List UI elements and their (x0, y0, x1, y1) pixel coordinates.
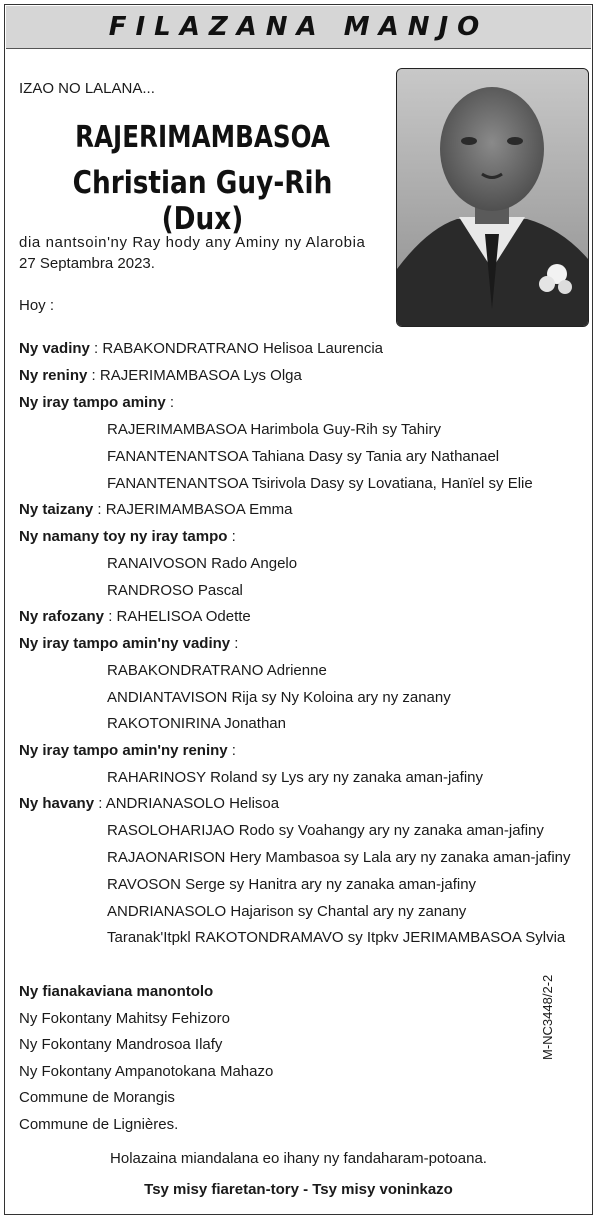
death-announcement (19, 232, 366, 274)
tampo-reny-colon: : (227, 742, 236, 759)
fianakaviana-heading (19, 983, 213, 1000)
list-item: RAVOSON Serge sy Hanitra ary ny zanaka aman-jafiny (107, 876, 477, 893)
portrait-illustration (397, 69, 588, 326)
vady-value: : RABAKONDRATRANO Helisoa Laurencia (89, 340, 384, 357)
rafozany-row (19, 608, 251, 625)
list-item: Ny Fokontany Mahitsy Fehizoro (19, 1010, 230, 1027)
tampo-vady-heading (19, 635, 238, 652)
header-title: FILAZANA MANJO (108, 12, 489, 42)
tampo-reny-heading (19, 742, 236, 759)
tampo-colon: : (165, 394, 175, 411)
vady-label: Ny vadiny (19, 340, 90, 357)
taizany-value: : RAJERIMAMBASOA Emma (93, 501, 293, 518)
deceased-given-names: Christian Guy-Rih (Dux) (72, 165, 333, 237)
list-item: Taranak'Itpkl RAKOTONDRAMAVO sy Itpkv JERIMAMBASOA Sylvia (107, 929, 566, 946)
list-item: RAKOTONIRINA Jonathan (107, 715, 286, 732)
reny-value: : RAJERIMAMBASOA Lys Olga (87, 367, 302, 384)
death-line-2: 27 Septambra 2023. (19, 255, 155, 272)
havany-label: Ny havany (19, 795, 95, 812)
taizany-label: Ny taizany (19, 501, 94, 518)
list-item: RABAKONDRATRANO Adrienne (107, 662, 327, 679)
deceased-surname: RAJERIMAMBASOA (75, 120, 330, 155)
tampo-heading (19, 394, 174, 411)
havany-value: : ANDRIANASOLO Helisoa (94, 795, 280, 812)
namany-colon: : (227, 528, 236, 545)
tampo-vady-label: Ny iray tampo amin'ny vadiny (19, 635, 231, 652)
list-item: Ny Fokontany Ampanotokana Mahazo (19, 1063, 274, 1080)
namany-label: Ny namany toy ny iray tampo (19, 528, 228, 545)
list-item: RANDROSO Pascal (107, 582, 243, 599)
list-item: Ny Fokontany Mandrosoa Ilafy (19, 1036, 223, 1053)
list-item: ANDIANTAVISON Rija sy Ny Koloina ary ny zanany (107, 689, 451, 706)
list-item: RANAIVOSON Rado Angelo (107, 555, 298, 572)
portrait-photo (396, 68, 589, 327)
havany-row (19, 795, 279, 812)
rafozany-label: Ny rafozany (19, 608, 105, 625)
fianakaviana-label: Ny fianakaviana manontolo (19, 983, 214, 1000)
intro-text: IZAO NO LALANA... (19, 80, 155, 97)
reny-row (19, 367, 302, 384)
list-item: ANDRIANASOLO Hajarison sy Chantal ary ny zanany (107, 903, 467, 920)
reny-label: Ny reniny (19, 367, 88, 384)
tampo-reny-label: Ny iray tampo amin'ny reniny (19, 742, 228, 759)
vady-row (19, 340, 383, 357)
list-item: RAHARINOSY Roland sy Lys ary ny zanaka aman-jafiny (107, 769, 483, 786)
rafozany-value: : RAHELISOA Odette (104, 608, 251, 625)
death-line-1: dia nantsoin'ny Ray hody any Aminy ny Alarobia (19, 234, 366, 251)
list-item: RAJAONARISON Hery Mambasoa sy Lala ary ny zanaka aman-jafiny (107, 849, 571, 866)
header-banner (6, 6, 591, 49)
tampo-label: Ny iray tampo aminy (19, 394, 166, 411)
taizany-row (19, 501, 292, 518)
list-item: FANANTENANTSOA Tsirivola Dasy sy Lovatiana, Hanïel sy Elie (107, 475, 533, 492)
reference-code: M-NC3448/2-2 (540, 974, 555, 1060)
list-item: RAJERIMAMBASOA Harimbola Guy-Rih sy Tahiry (107, 421, 441, 438)
list-item: FANANTENANTSOA Tahiana Dasy sy Tania ary Nathanael (107, 448, 500, 465)
list-item: RASOLOHARIJAO Rodo sy Voahangy ary ny zanaka aman-jafiny (107, 822, 544, 839)
hoy-label: Hoy : (19, 297, 55, 314)
list-item: Commune de Lignières. (19, 1116, 179, 1133)
footer-tagline: Tsy misy fiaretan-tory - Tsy misy voninkazo (144, 1181, 453, 1198)
tampo-vady-colon: : (230, 635, 239, 652)
footer-note: Holazaina miandalana eo ihany ny fandaharam-potoana. (110, 1150, 487, 1167)
list-item: Commune de Morangis (19, 1089, 175, 1106)
namany-heading (19, 528, 236, 545)
